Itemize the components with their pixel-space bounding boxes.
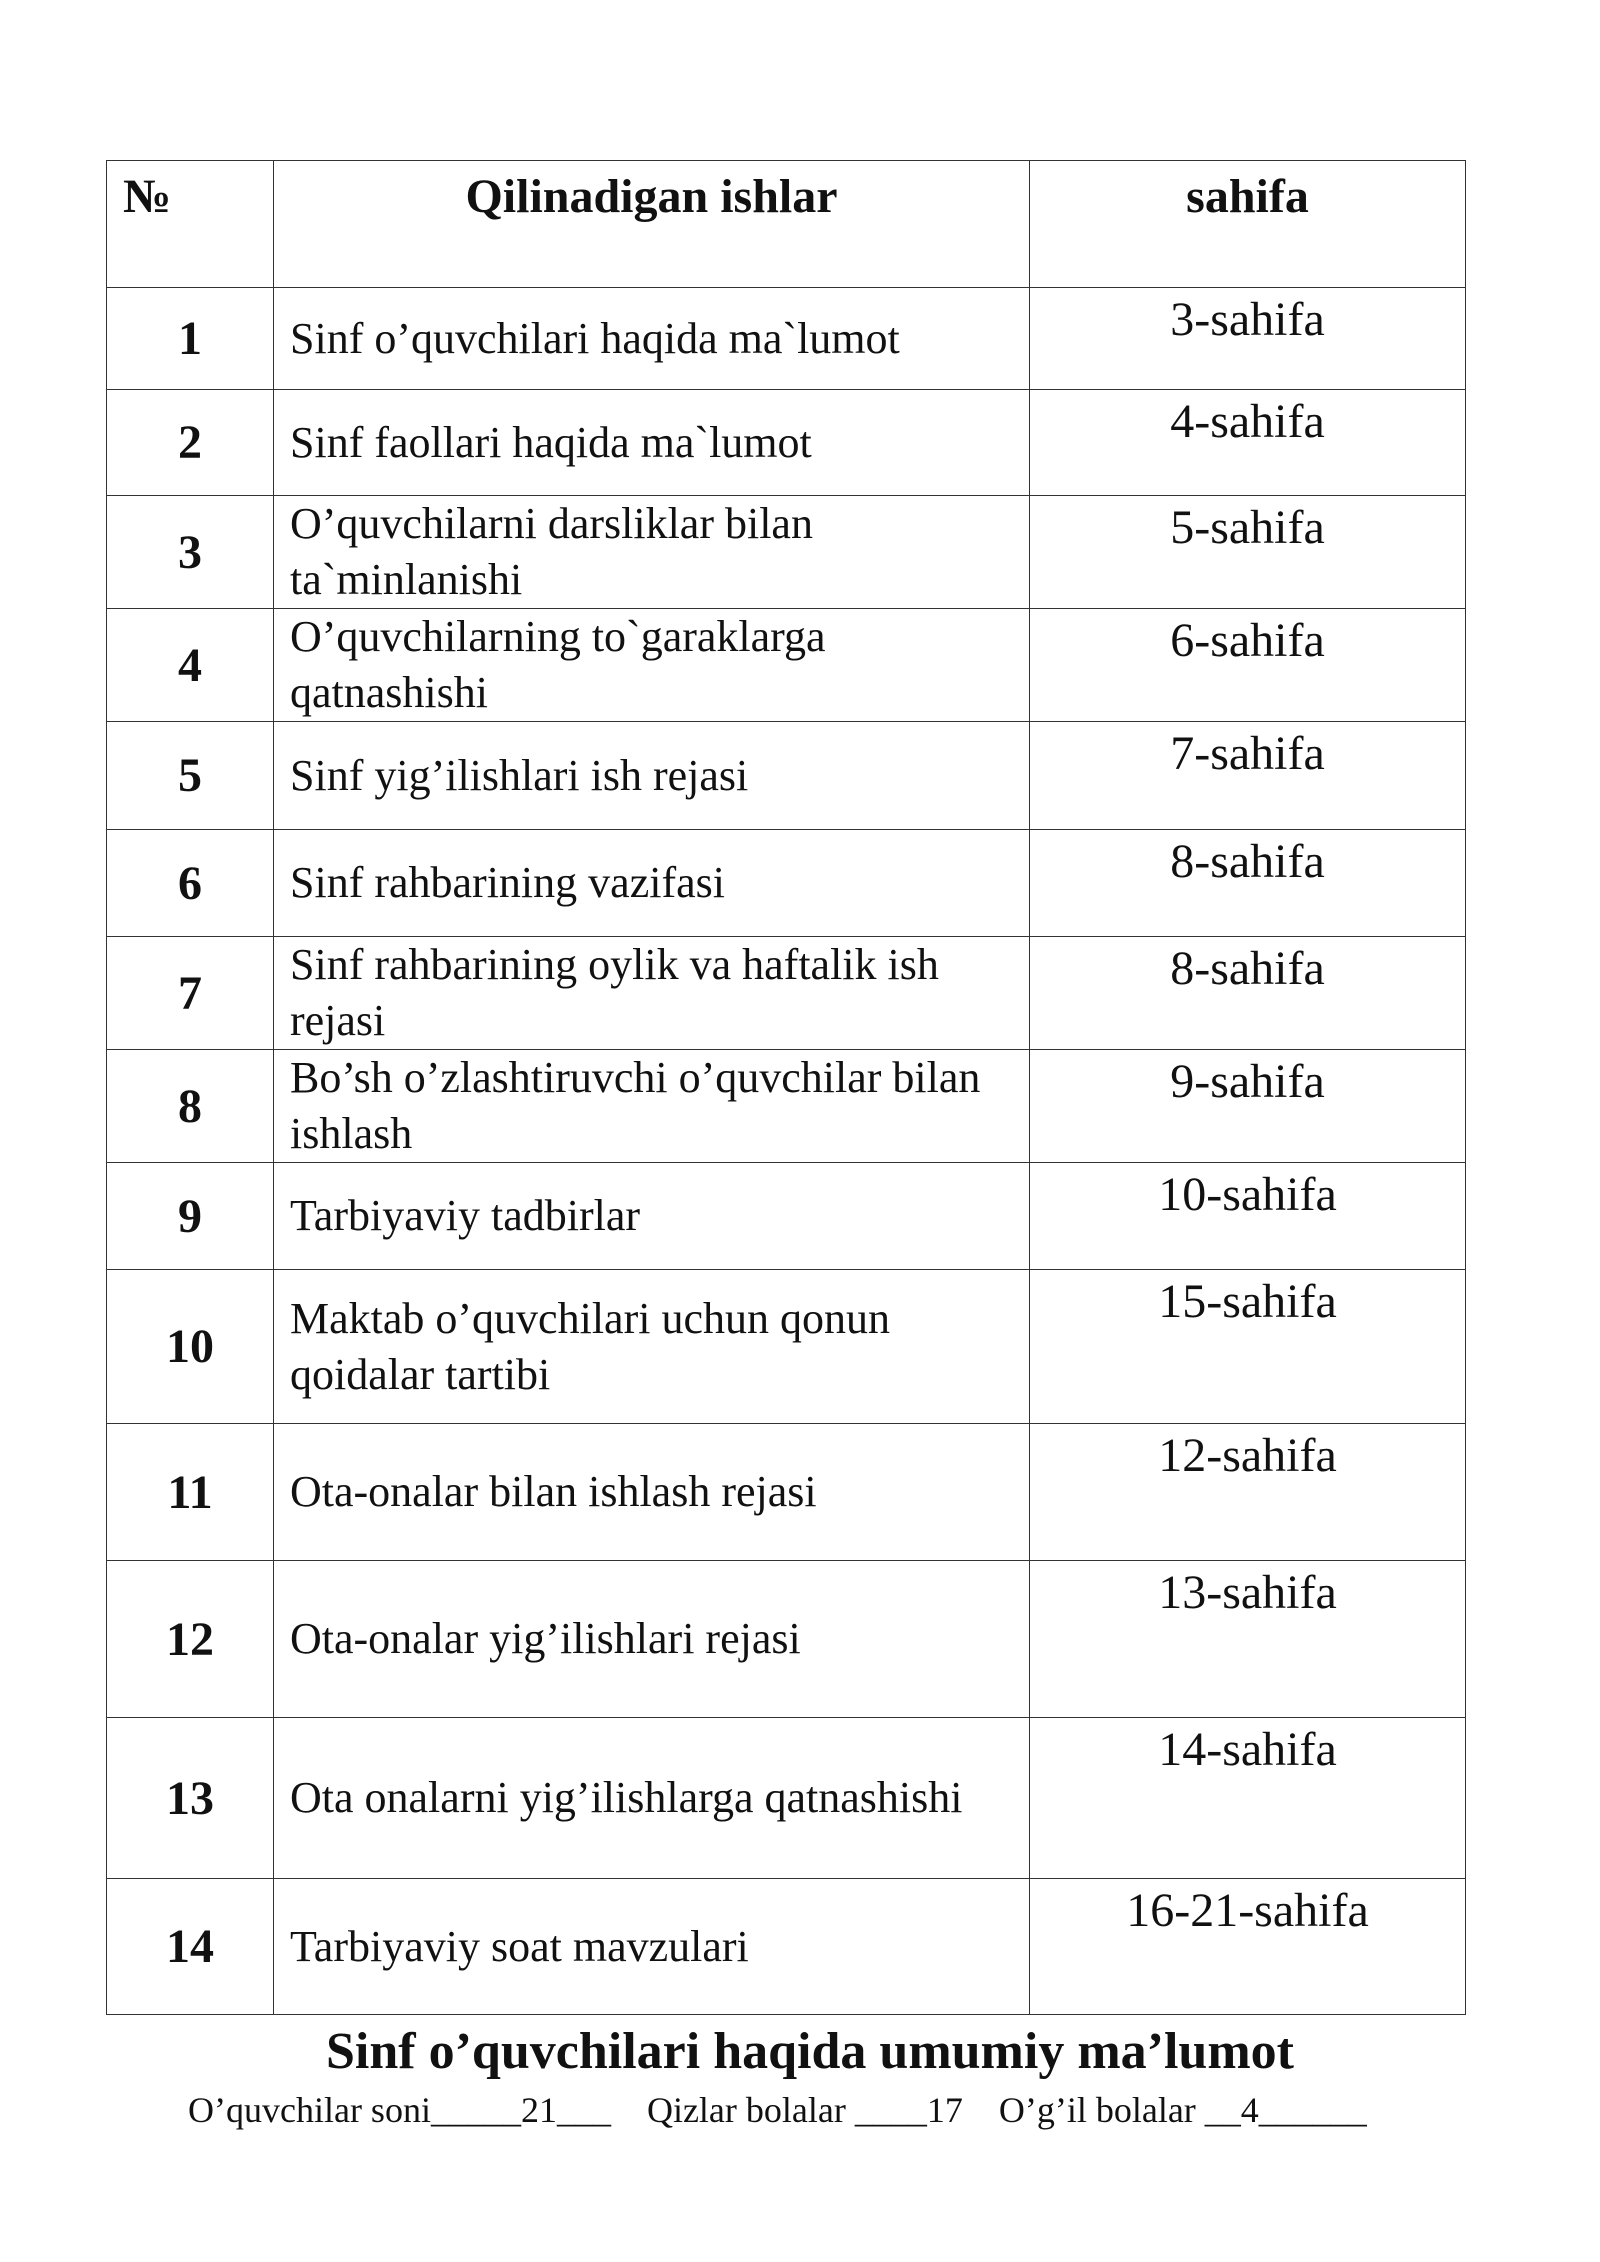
pupils-count-trail: ___ [556,2090,611,2130]
row-page: 3-sahifa [1030,288,1466,390]
row-number: 6 [107,830,274,937]
row-title: O’quvchilarni darsliklar bilan ta`minlanishi [274,496,1030,609]
row-title: Ota-onalar bilan ishlash rejasi [274,1424,1030,1561]
contents-table-body [107,288,1466,2015]
row-page: 4-sahifa [1030,390,1466,496]
header-page: sahifa [1030,161,1466,288]
row-page: 7-sahifa [1030,722,1466,830]
row-title: Bo’sh o’zlashtiruvchi o’quvchilar bilan ishlash [274,1050,1030,1163]
row-number: 5 [107,722,274,830]
table-row [107,722,1466,830]
table-row [107,1270,1466,1424]
row-title: Ota onalarni yig’ilishlarga qatnashishi [274,1718,1030,1879]
row-number: 2 [107,390,274,496]
row-page: 16-21-sahifa [1030,1879,1466,2015]
row-page: 13-sahifa [1030,1561,1466,1718]
table-row [107,609,1466,722]
row-page: 6-sahifa [1030,609,1466,722]
row-number: 14 [107,1879,274,2015]
row-page: 12-sahifa [1030,1424,1466,1561]
row-title: Tarbiyaviy tadbirlar [274,1163,1030,1270]
table-row [107,830,1466,937]
row-number: 11 [107,1424,274,1561]
table-row [107,1424,1466,1561]
row-title: Tarbiyaviy soat mavzulari [274,1879,1030,2015]
header-title: Qilinadigan ishlar [274,161,1030,288]
girls-count-label: Qizlar bolalar ____ [646,2090,927,2130]
row-title: Sinf faollari haqida ma`lumot [274,390,1030,496]
row-number: 4 [107,609,274,722]
row-title: Sinf yig’ilishlari ish rejasi [274,722,1030,830]
pupils-count-label: O’quvchilar soni_____ [188,2090,521,2130]
table-row [107,1163,1466,1270]
row-title: Maktab o’quvchilari uchun qonun qoidalar tartibi [274,1270,1030,1424]
table-row [107,1718,1466,1879]
contents-table [106,160,1466,2015]
row-page: 8-sahifa [1030,937,1466,1050]
table-row [107,390,1466,496]
row-page: 8-sahifa [1030,830,1466,937]
row-number: 10 [107,1270,274,1424]
table-row [107,1561,1466,1718]
row-title: Sinf rahbarining vazifasi [274,830,1030,937]
boys-count-trail: ______ [1258,2090,1367,2130]
row-page: 15-sahifa [1030,1270,1466,1424]
table-row [107,496,1466,609]
header-row [107,161,1466,288]
boys-count-label: O’g’il bolalar __ [998,2090,1241,2130]
row-number: 8 [107,1050,274,1163]
row-title: Sinf rahbarining oylik va haftalik ish rejasi [274,937,1030,1050]
table-row [107,288,1466,390]
table-row [107,937,1466,1050]
table-row [107,1050,1466,1163]
summary-title: Sinf o’quvchilari haqida umumiy ma’lumot [326,2023,1294,2080]
row-number: 9 [107,1163,274,1270]
pupils-count-value: 21 [520,2090,557,2130]
row-title: O’quvchilarning to`garaklarga qatnashishi [274,609,1030,722]
table-row [107,1879,1466,2015]
row-page: 10-sahifa [1030,1163,1466,1270]
row-number: 12 [107,1561,274,1718]
row-number: 3 [107,496,274,609]
boys-count-value: 4 [1240,2090,1259,2130]
girls-count-value: 17 [926,2090,963,2130]
summary-counts [188,2086,1367,2134]
row-page: 9-sahifa [1030,1050,1466,1163]
row-number: 13 [107,1718,274,1879]
row-title: Sinf o’quvchilari haqida ma`lumot [274,288,1030,390]
row-title: Ota-onalar yig’ilishlari rejasi [274,1561,1030,1718]
row-number: 1 [107,288,274,390]
row-number: 7 [107,937,274,1050]
header-number: № [107,161,274,288]
row-page: 5-sahifa [1030,496,1466,609]
row-page: 14-sahifa [1030,1718,1466,1879]
